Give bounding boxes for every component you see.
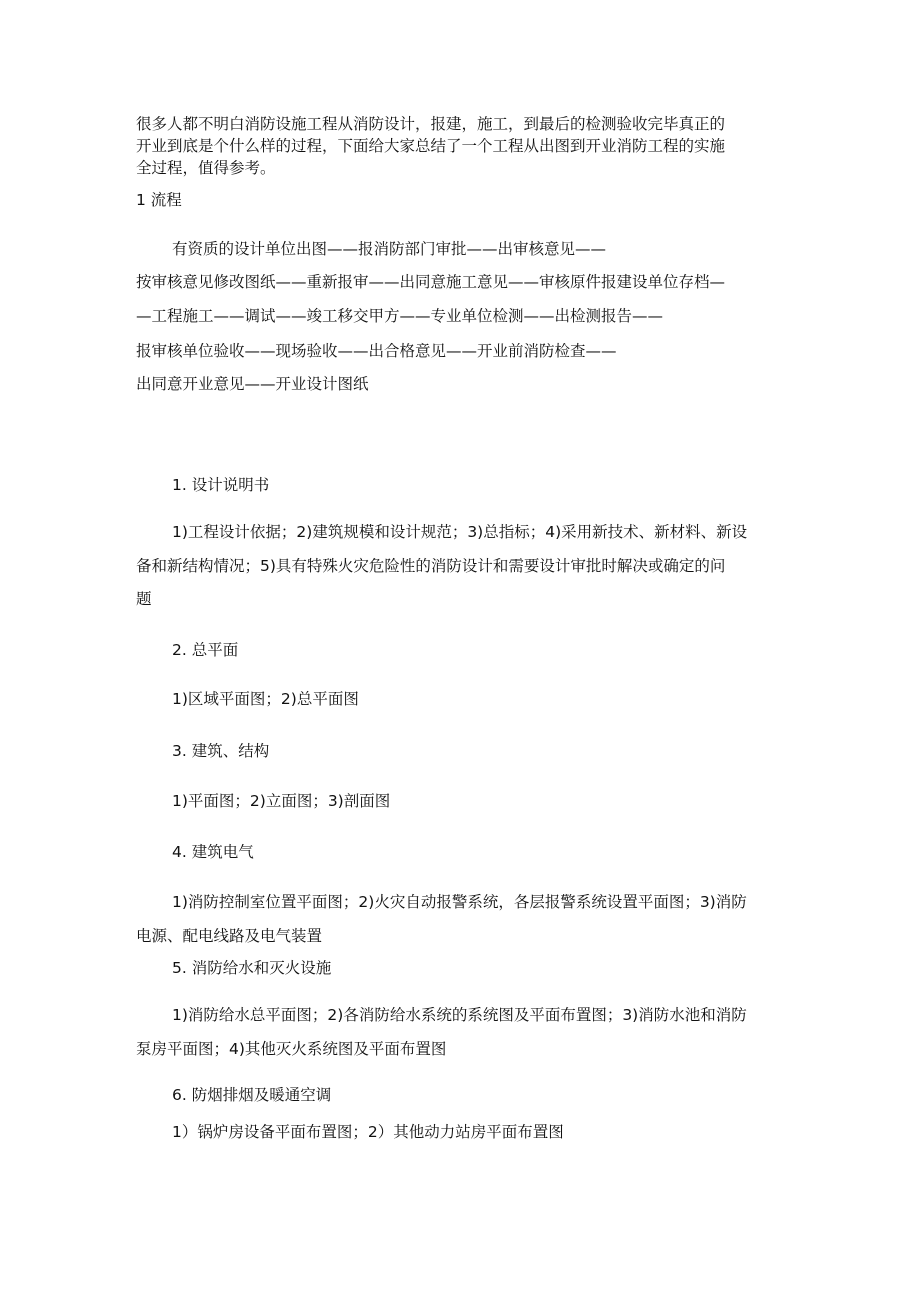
- section-body-line: 1)消防给水总平面图；2)各消防给水系统的系统图及平面布置图；3)消防水池和消防: [172, 1006, 747, 1024]
- intro-line: 很多人都不明白消防设施工程从消防设计，报建，施工，到最后的检测验收完毕真正的: [136, 115, 726, 133]
- section-heading: 4. 建筑电气: [172, 843, 254, 861]
- section-heading: 3. 建筑、结构: [172, 742, 270, 760]
- section-body-line: 泵房平面图；4)其他灭火系统图及平面布置图: [136, 1040, 447, 1058]
- section-heading: 6. 防烟排烟及暖通空调: [172, 1086, 332, 1104]
- section-body-line: 电源、配电线路及电气装置: [136, 927, 323, 945]
- section-heading: 5. 消防给水和灭火设施: [172, 959, 332, 977]
- section-heading: 1. 设计说明书: [172, 476, 270, 494]
- section-body-line: 1)消防控制室位置平面图；2)火灾自动报警系统，各层报警系统设置平面图；3)消防: [172, 893, 747, 911]
- section-body-line: 1)工程设计依据；2)建筑规模和设计规范；3)总指标；4)采用新技术、新材料、新设: [172, 523, 748, 541]
- intro-line: 开业到底是个什么样的过程，下面给大家总结了一个工程从出图到开业消防工程的实施: [136, 137, 726, 155]
- flow-line: 有资质的设计单位出图——报消防部门审批——出审核意见——: [172, 240, 607, 258]
- section-heading: 2. 总平面: [172, 641, 239, 659]
- flow-line: 报审核单位验收——现场验收——出合格意见——开业前消防检查——: [136, 342, 617, 360]
- flow-line: 按审核意见修改图纸——重新报审——出同意施工意见——审核原件报建设单位存档—: [136, 273, 726, 291]
- flow-line: —工程施工——调试——竣工移交甲方——专业单位检测——出检测报告——: [136, 307, 664, 325]
- flow-line: 出同意开业意见——开业设计图纸: [136, 375, 369, 393]
- flow-heading: 1 流程: [136, 191, 182, 209]
- section-body-line: 备和新结构情况；5)具有特殊火灾危险性的消防设计和需要设计审批时解决或确定的问: [136, 557, 726, 575]
- section-body-line: 1)平面图；2)立面图；3)剖面图: [172, 792, 391, 810]
- section-body-line: 1)区域平面图；2)总平面图: [172, 690, 359, 708]
- intro-line: 全过程，值得参考。: [136, 159, 276, 177]
- section-body-line: 1）锅炉房设备平面布置图；2）其他动力站房平面布置图: [172, 1123, 564, 1141]
- section-body-line: 题: [136, 590, 152, 608]
